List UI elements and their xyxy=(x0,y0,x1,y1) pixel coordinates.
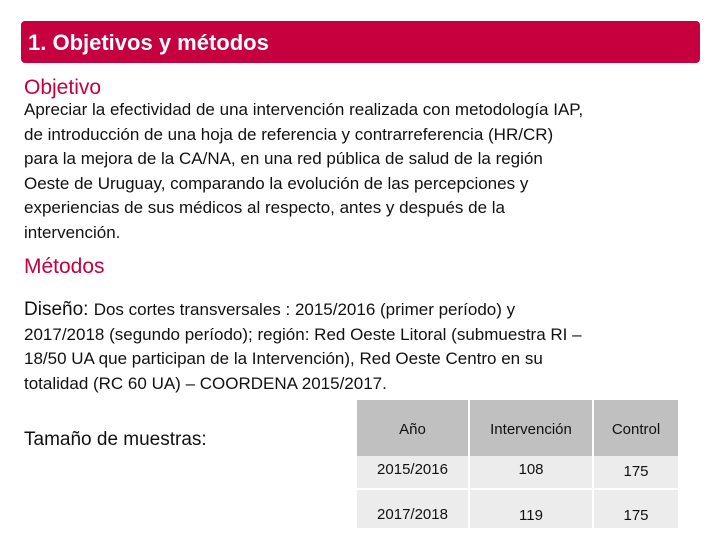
table-cell: 119 xyxy=(519,507,543,524)
diseno-paragraph xyxy=(24,298,714,396)
diseno-label: Diseño: xyxy=(24,299,94,320)
diseno-text: Dos cortes transversales : 2015/2016 (primer período) y 2017/2018 (segundo período); región: Red Oeste Litoral (submuestra RI – 18/50 UA que participan de la Intervención), Red Oeste Centro en su totalidad (RC 60 UA) – COORDENA 2015/2017. xyxy=(24,300,582,393)
metodos-heading: Métodos xyxy=(24,255,105,278)
header-cell-intervention: Intervención xyxy=(490,421,572,438)
row-divider xyxy=(357,488,678,490)
sample-label: Tamaño de muestras: xyxy=(24,429,207,450)
page-title: 1. Objetivos y métodos xyxy=(28,30,269,55)
title-bar xyxy=(21,21,700,63)
table-cell: 108 xyxy=(518,461,544,478)
objetivo-heading: Objetivo xyxy=(24,76,102,99)
table-cell: 175 xyxy=(623,507,649,524)
table-cell: 2015/2016 xyxy=(377,461,448,478)
objetivo-text: Apreciar la efectividad de una intervención realizada con metodología IAP, de introducción de una hoja de referencia y contrarreferencia (HR/CR) para la mejora de la CA/NA, en una red pública de salud de la región Oeste de Uruguay, comparando la evolución de las percepciones y experiencias de sus médicos al respecto, antes y después de la intervención. xyxy=(24,100,584,242)
header-cell-control: Control xyxy=(611,421,661,438)
table-cell: 175 xyxy=(623,463,649,480)
header-cell-year: Año xyxy=(399,421,426,438)
table-cell: 2017/2018 xyxy=(377,506,448,523)
